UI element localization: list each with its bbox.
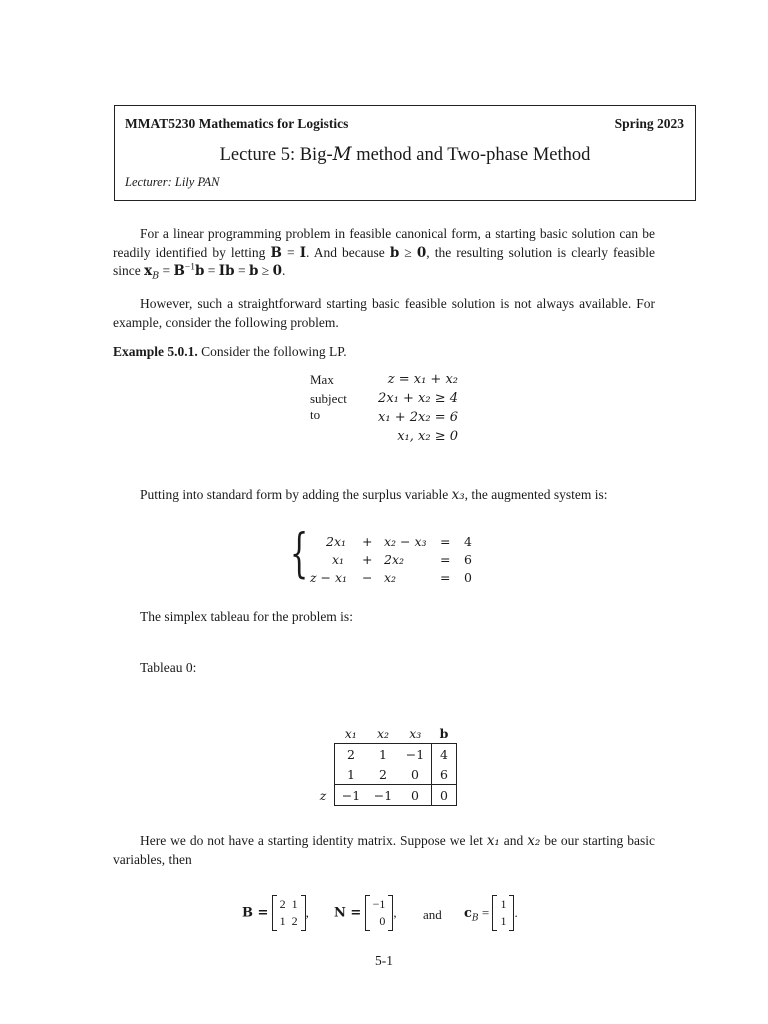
tableau-cell: 2	[335, 744, 368, 765]
page-number: 5-1	[375, 953, 393, 968]
tableau-cell: −1	[335, 785, 368, 806]
lp-objective: z = x₁ + x₂	[387, 372, 458, 387]
tableau-row-label: z	[319, 787, 327, 803]
and-word: and	[423, 907, 442, 922]
tableau-cell: 2	[367, 764, 399, 785]
paragraph-standard-form: Putting into standard form by adding the surplus variable x₃, the augmented system is:	[140, 487, 608, 503]
tableau-row	[312, 764, 457, 785]
tableau-header: b	[439, 725, 449, 741]
tableau-cell: −1	[399, 744, 432, 765]
simplex-tableau	[312, 723, 457, 806]
lp-constraint-2: x₁ + 2x₂ = 6	[378, 410, 458, 425]
course-title: MMAT5230 Mathematics for Logistics	[125, 116, 349, 131]
lecture-title: Lecture 5: Big-M method and Two-phase Method	[219, 144, 591, 165]
example-heading: Example 5.0.1. Consider the following LP.	[113, 344, 347, 359]
term: Spring 2023	[614, 116, 684, 131]
tableau-row	[312, 785, 457, 806]
vector-cB: $c_B$ = 1 1 .	[464, 895, 518, 935]
paragraph-basic-variables: Here we do not have a starting identity matrix. Suppose we let x₁ and x₂ be our starting basic variables, then	[113, 833, 655, 867]
tableau-row	[312, 744, 457, 765]
matrix-N: N = −1 0 ,	[334, 895, 397, 935]
tableau-cell: 1	[335, 764, 368, 785]
tableau-cell: 0	[399, 785, 432, 806]
lecturer: Lecturer: Lily PAN	[125, 175, 220, 189]
left-brace: {	[290, 524, 309, 584]
tableau-header-row	[312, 723, 457, 744]
tableau-cell: 1	[367, 744, 399, 765]
tableau-cell: −1	[367, 785, 399, 806]
lecture-header-box	[114, 105, 696, 201]
paragraph-however: However, such a straightforward starting basic feasible solution is not always available. For example, consider the following problem.	[113, 296, 655, 330]
tableau-cell: 4	[432, 744, 457, 765]
paragraph-tableau-intro: The simplex tableau for the problem is:	[140, 609, 353, 624]
tableau-header: x₂	[376, 725, 390, 741]
tableau-cell: 6	[432, 764, 457, 785]
lp-constraint-3: x₁, x₂ ≥ 0	[397, 429, 458, 444]
paragraph-intro: For a linear programming problem in feasible canonical form, a starting basic solution can be readily identified by letting B = I. And because b ≥ 0, the resulting solution is clearly feasible since $x_B = B^{-1}b = Ib = b \ge 0$.	[113, 226, 655, 282]
tableau-header: x₃	[409, 725, 422, 741]
tableau-cell: 0	[432, 785, 457, 806]
lp-max-label: Max	[310, 372, 334, 387]
tableau-header: x₁	[344, 725, 357, 741]
tableau-cell: 0	[399, 764, 432, 785]
matrix-B: B = 2 1 1 2 ,	[242, 895, 309, 935]
lp-constraint-1: 2x₁ + x₂ ≥ 4	[378, 391, 458, 406]
tableau-label: Tableau 0:	[140, 660, 197, 675]
lp-st-label: subject to	[310, 391, 347, 422]
